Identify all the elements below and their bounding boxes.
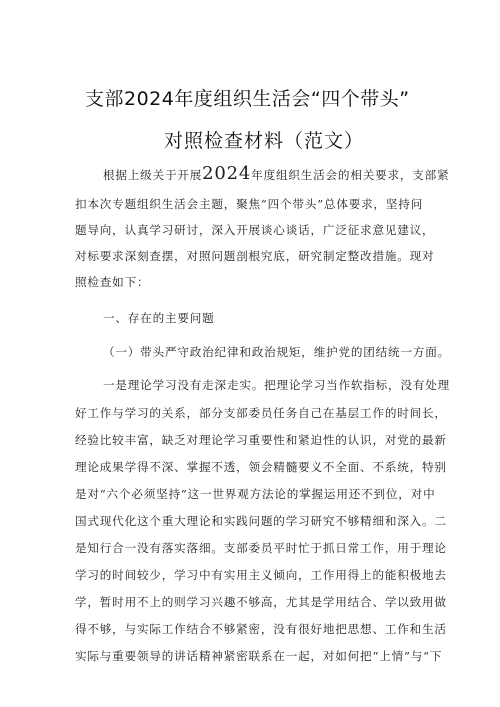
body-paragraph-line: 好工作与学习的关系，部分支部委员任务自己在基层工作的时间长， <box>75 406 447 420</box>
body-paragraph-line: 实际与重要领导的讲话精神紧密联系在一起，对如何把“上情”与“下 <box>75 649 443 663</box>
body-paragraph-line: 得不够，与实际工作结合不够紧密，没有很好地把思想、工作和生活 <box>75 622 447 636</box>
intro-paragraph-line-5: 照检查如下： <box>75 275 150 289</box>
body-paragraph-line: 是知行合一没有落实落细。支部委员平时忙于抓日常工作，用于理论 <box>75 541 447 555</box>
body-paragraph-line: 理论成果学得不深、掌握不透，领会精髓要义不全面、不系统，特别 <box>75 460 447 474</box>
subsection-heading: （一）带头严守政治纪律和政治规矩，维护党的团结统一方面。 <box>103 345 451 359</box>
document-title-line-2: 对照检查材料（范文） <box>164 130 365 152</box>
intro-paragraph-line-2: 扣本次专题组织生活会主题，聚焦“四个带头”总体要求，坚持问 <box>75 197 424 211</box>
document-title-line-1: 支部2024年度组织生活会“四个带头” <box>85 88 410 110</box>
intro-line-1-post: 年度组织生活会的相关要求，支部紧 <box>251 168 450 182</box>
intro-line-1-pre: 根据上级关于开展 <box>103 168 203 182</box>
body-paragraph-line: 是对“六个必须坚持”这一世界观方法论的掌握运用还不到位，对中 <box>75 487 436 501</box>
body-paragraph-line: 学，暂时用不上的则学习兴趣不够高，尤其是学用结合、学以致用做 <box>75 595 447 609</box>
body-paragraph-line: 一是理论学习没有走深走实。把理论学习当作软指标，没有处理 <box>103 378 451 392</box>
body-paragraph-line: 国式现代化这个重大理论和实践问题的学习研究不够精细和深入。二 <box>75 514 447 528</box>
intro-year: 2024 <box>202 163 252 184</box>
intro-paragraph-line-4: 对标要求深刻查摆，对照问题剖根究底，研究制定整改措施。现对 <box>75 249 435 263</box>
body-paragraph-line: 经验比较丰富，缺乏对理论学习重要性和紧迫性的认识，对党的最新 <box>75 433 447 447</box>
section-heading: 一、存在的主要问题 <box>103 311 215 325</box>
intro-paragraph-line-1 <box>103 163 449 184</box>
body-paragraph-line: 学习的时间较少，学习中有实用主义倾向，工作用得上的能积极地去 <box>75 568 447 582</box>
intro-paragraph-line-3: 题导向，认真学习研讨，深入开展谈心谈话，广泛征求意见建议， <box>75 223 435 237</box>
